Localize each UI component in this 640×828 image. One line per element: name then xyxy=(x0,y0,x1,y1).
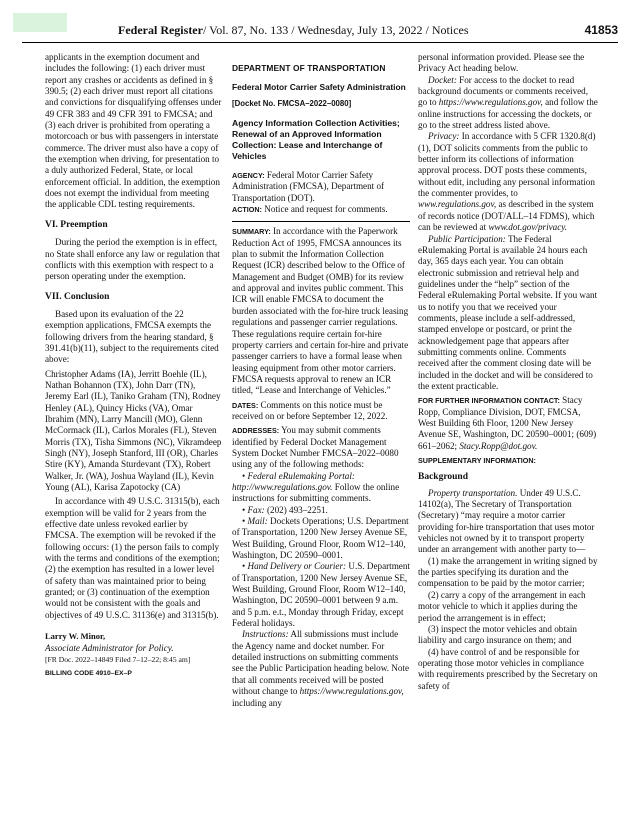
docket-number: [Docket No. FMCSA–2022–0080] xyxy=(232,98,352,108)
agency-label: AGENCY: xyxy=(232,171,265,181)
header-citation xyxy=(118,23,469,38)
action-label: ACTION: xyxy=(232,205,262,215)
addresses-label: ADDRESSES: xyxy=(232,426,280,436)
paragraph: In accordance with 49 U.S.C. 31315(b), each exemption will be valid for 2 years from the effective date unless revoked earlier by FMCSA. The exemption will be revoked if the following occurs: (1) the person fails to comply with the terms and conditions of the exemption; (2) the exemption has resulted in a lower level of safety than was maintained prior to being granted; or (3) continuation of the exemption would not be consistent with the goals and objectives of 49 U.S.C. 31136(e) and 31315(b). xyxy=(45,496,220,620)
method-portal: • Federal eRulemaking Portal: http://www.regulations.gov. Follow the online instructions for submitting comments. xyxy=(232,470,400,504)
property-label: Property transportation. xyxy=(428,487,518,498)
dates-label: DATES: xyxy=(232,400,259,410)
contact-field xyxy=(418,395,598,452)
dates-text: Comments on this notice must be received on or before September 12, 2022. xyxy=(232,399,388,421)
summary-field xyxy=(232,226,410,396)
paragraph: applicants in the exemption document and includes the following: (1) each driver must report any crashes or accidents as defined in § 390.5; (2) each driver must report all citations and convictions for disqualifying offenses under 49 CFR 383 and 49 CFR 391 to FMCSA; and (3) each driver is prohibited from operating a motorcoach or bus with passengers in interstate commerce. The driver must also have a copy of the exemption when driving, for presentation to a duly authorized Federal, State, or local enforcement official. In addition, the exemption does not exempt the individual from meeting the applicable CDL testing requirements. xyxy=(45,52,222,210)
public-participation-text: The Federal eRulemaking Portal is available 24 hours each day, 365 days each year. You can obtain electronic submission and retrieval help and guidelines under the “help” section of the Federal eRulemaking Portal website. If you want us to notify you that we received your comments, please include a self-addressed, stamped envelope or postcard, or print the acknowledgement page that appears after submitting comments online. Comments received after the comment closing date will be included in the docket and will be considered to the extent practicable. xyxy=(418,233,598,391)
notice-title: Agency Information Collection Activities; Renewal of an Approved Information Collection: Lease and Interchange of Vehicles xyxy=(232,118,400,162)
docket-end: and follow the online instructions for accessing the dockets, or go to the street address listed above. xyxy=(418,97,598,131)
property-paragraph xyxy=(418,488,598,556)
driver-list: Christopher Adams (IA), Jerritt Boehle (IL), Nathan Bohannon (TX), John Darr (TN), Jeremy Earl (IL), Taniko Graham (TN), Rodney Henley (AL), Quincy Hicks (VA), Omar Ibrahim (MN), Larry Mancill (MO), Glenn McCormack (IL), Carlos Morales (FL), Steven Morris (TX), Tisha Simmons (NC), Vikramdeep Singh (NY), Joseph Stanford, III (OR), Charles Stire (KY), Amanda Sturdevant (TX), Robert Walker, Jr. (WA), Joshua Wayland (IL), Kevin Young (AL), Karisa Zapotocky (CA) xyxy=(45,368,222,493)
column-middle xyxy=(232,52,410,709)
privacy-paragraph xyxy=(418,131,598,233)
docket-paragraph xyxy=(418,75,598,132)
instructions-end: including any xyxy=(232,697,282,708)
property-text: Under 49 U.S.C. 14102(a), The Secretary of Transportation (Secretary) “may require a motor carrier providing for-hire transportation that uses motor vehicles not owned by it to transport property under an arrangement with another party to— xyxy=(418,487,595,555)
action-field xyxy=(232,204,410,215)
list-item: (1) make the arrangement in writing signed by the parties specifying its duration and the compensation to be paid by the motor carrier; xyxy=(418,555,598,589)
privacy-end: as described in the system of records notice (DOT/ALL–14 FDMS), which can be reviewed at xyxy=(418,199,595,233)
list-item: (4) have control of and be responsible for operating those motor vehicles in compliance with requirements prescribed by the Secretary on safety of xyxy=(418,646,598,691)
summary-text: In accordance with the Paperwork Reduction Act of 1995, FMCSA announces its plan to submit the Information Collection Request (ICR) described below to the Office of Management and Budget (OMB) for its review and approval and invites public comment. This ICR will enable FMCSA to document the burden associated with the for-hire truck leasing regulations and passenger carrier regulations. These regulations require certain for-hire property carriers and certain for-hire and private passenger carriers to have a formal lease when leasing equipment from other motor carriers. FMCSA requests approval to renew an ICR titled, “Lease and Interchange of Vehicles.” xyxy=(232,226,409,396)
instructions-paragraph xyxy=(232,629,410,708)
privacy-text: In accordance with 5 CFR 1320.8(d)(1), DOT solicits comments from the public to better inform its collections of information approval process. DOT posts these comments, without edit, including any personal information the commenter provides, to xyxy=(418,131,596,199)
privacy-label: Privacy: xyxy=(428,131,460,142)
page-header xyxy=(22,22,618,43)
public-participation-label: Public Participation: xyxy=(428,233,506,244)
method-text: U.S. Department of Transportation, 1200 New Jersey Avenue SE, West Building, Ground Floor, Room W12–140, Washington, DC 20590–0001 between 9 a.m. and 5 p.m. e.t., Monday through Friday, except Federal holidays. xyxy=(232,561,410,629)
method-text: Dockets Operations; U.S. Department of Transportation, 1200 New Jersey Avenue SE, West Building, Ground Floor, Room W12–140, Washington, DC 20590–0001. xyxy=(232,516,409,561)
column-left xyxy=(45,52,222,680)
mail-label: Mail: xyxy=(247,516,268,526)
summary-label: SUMMARY: xyxy=(232,227,271,237)
dates-field xyxy=(232,400,410,423)
publication-name: Federal Register xyxy=(118,23,203,37)
method-hand-delivery: • Hand Delivery or Courier: U.S. Department of Transportation, 1200 New Jersey Avenue SE, West Building, Ground Floor, Room W12–140, Washington, DC 20590–0001 between 9 a.m. and 5 p.m. e.t., Monday through Friday, except Federal holidays. xyxy=(232,561,410,629)
contact-label: FOR FURTHER INFORMATION CONTACT: xyxy=(418,396,560,406)
docket-label: Docket: xyxy=(428,74,457,85)
instructions-label: Instructions: xyxy=(242,629,289,640)
background-heading: Background xyxy=(418,472,468,483)
column-right xyxy=(418,52,598,692)
paragraph: During the period the exemption is in effect, no State shall enforce any law or regulation that conflicts with this exemption with respect to a person operating under the exemption. xyxy=(45,237,220,282)
action-text: Notice and request for comments. xyxy=(264,204,388,215)
method-text: (202) 493–2251. xyxy=(267,504,328,515)
privacy-link[interactable]: www.dot.gov/privacy. xyxy=(488,222,568,233)
addresses-text: You may submit comments identified by Federal Docket Management System Docket Number FMCSA–2022–0080 using any of the following methods: xyxy=(232,425,399,470)
docket-text: For access to the docket to read background documents or comments received, go to xyxy=(418,74,589,108)
instructions-text: All submissions must include the Agency name and docket number. For detailed instructions on submitting comments see the Public Participation heading below. Note that all comments received will be posted without change to xyxy=(232,629,410,697)
public-participation-paragraph xyxy=(418,234,598,393)
addresses-field xyxy=(232,425,410,470)
agency-heading: Federal Motor Carrier Safety Administration xyxy=(232,82,406,93)
paragraph: Based upon its evaluation of the 22 exemption applications, FMCSA exempts the following drivers from the hearing standard, § 391.41(b)(11), subject to the requirements cited above: xyxy=(45,308,219,365)
method-text: Follow the online instructions for submitting comments. xyxy=(232,481,400,504)
fax-label: Fax: xyxy=(247,504,265,515)
method-mail: • Mail: Dockets Operations; U.S. Department of Transportation, 1200 New Jersey Avenue SE, West Building, Ground Floor, Room W12–140, Washington, DC 20590–0001. xyxy=(232,516,409,561)
billing-code: BILLING CODE 4910–EX–P xyxy=(45,670,132,678)
header-meta: / Vol. 87, No. 133 / Wednesday, July 13, 2022 / Notices xyxy=(202,23,469,37)
agency-field xyxy=(232,170,410,204)
agency-text: Federal Motor Carrier Safety Administration (FMCSA), Department of Transportation (DOT). xyxy=(232,170,385,203)
list-item: (3) inspect the motor vehicles and obtain liability and cargo insurance on them; and xyxy=(418,623,577,646)
hand-delivery-label: Hand Delivery or Courier: xyxy=(247,561,347,572)
signature-title: Associate Administrator for Policy. xyxy=(45,642,174,653)
page-number: 41853 xyxy=(584,23,618,37)
regulations-link[interactable]: www.regulations.gov, xyxy=(418,199,497,210)
method-fax: • Fax: (202) 493–2251. xyxy=(242,504,328,515)
contact-text: Stacy Ropp, Compliance Division, DOT, FMCSA, West Building 6th Floor, 1200 New Jersey Avenue SE, Washington, DC 20590–0001; (609) 661–2062; xyxy=(418,395,597,451)
divider xyxy=(232,221,410,222)
regulations-link[interactable]: https://www.regulations.gov, xyxy=(438,97,543,108)
paragraph: personal information provided. Please see the Privacy Act heading below. xyxy=(418,52,585,74)
supplementary-label: SUPPLEMENTARY INFORMATION: xyxy=(418,456,536,466)
contact-email-link[interactable]: Stacy.Ropp@dot.gov. xyxy=(459,440,538,451)
fr-doc-line: [FR Doc. 2022–14849 Filed 7–12–22; 8:45 am] xyxy=(45,654,191,664)
portal-link[interactable]: Federal eRulemaking Portal: http://www.regulations.gov. xyxy=(232,470,355,492)
department-heading: DEPARTMENT OF TRANSPORTATION xyxy=(232,63,386,73)
regulations-link[interactable]: https://www.regulations.gov, xyxy=(299,686,404,697)
heading-preemption: VI. Preemption xyxy=(45,219,108,230)
heading-conclusion: VII. Conclusion xyxy=(45,291,110,302)
signature-name: Larry W. Minor, xyxy=(45,631,106,642)
list-item: (2) carry a copy of the arrangement in each motor vehicle to which it applies during the period the arrangement is in effect; xyxy=(418,589,586,623)
